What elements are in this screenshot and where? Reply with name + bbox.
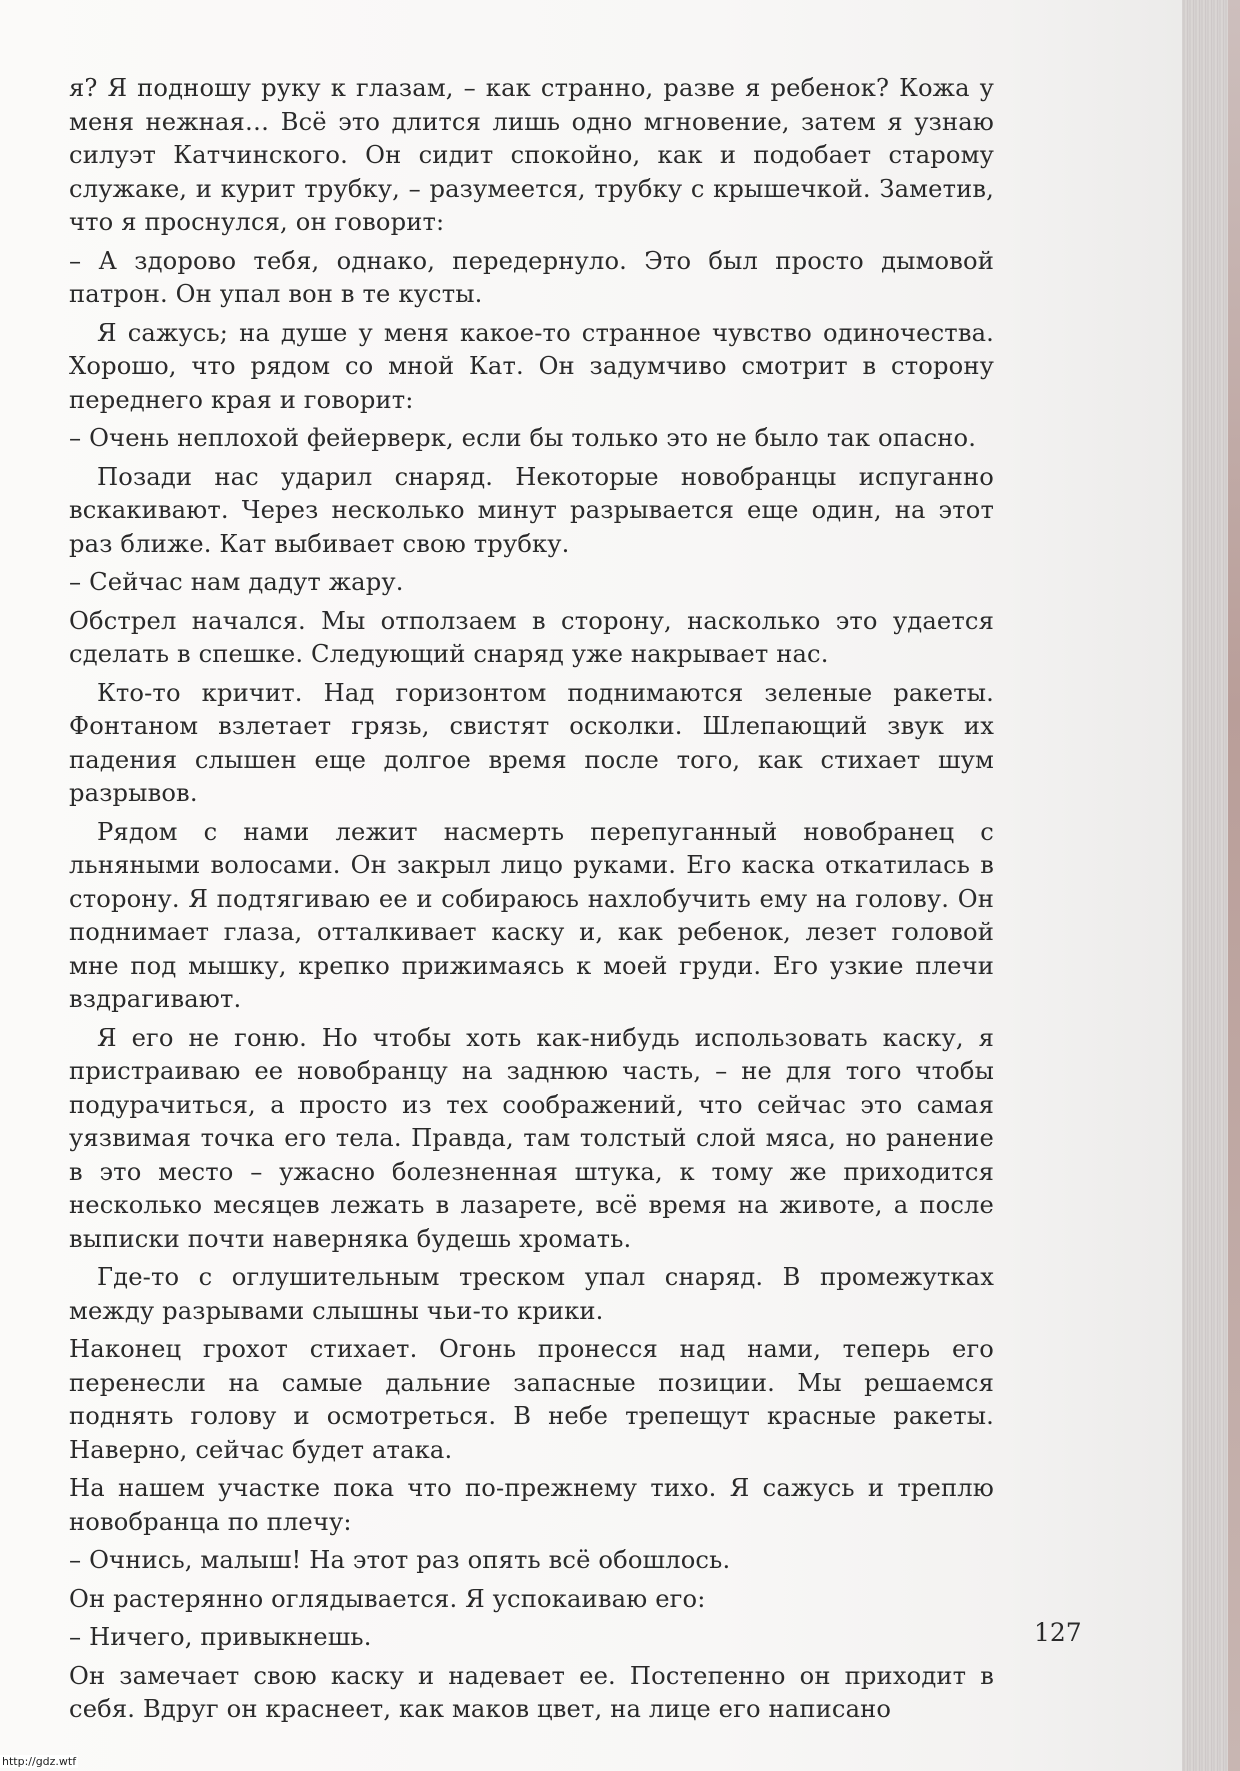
paragraph-11: Где-то с оглушительным треском упал снаряд. В промежутках между разрывами слышны чьи-то крики. xyxy=(69,1263,994,1325)
paragraph-14: – Очнись, малыш! На этот раз опять всё обошлось. xyxy=(69,1546,731,1574)
page-number: 127 xyxy=(1034,1618,1082,1647)
paragraph-4: – Очень неплохой фейерверк, если бы только это не было так опасно. xyxy=(69,424,977,452)
page-text xyxy=(69,72,994,1727)
paragraph-6: – Сейчас нам дадут жару. xyxy=(69,568,404,596)
paragraph-1: я? Я подношу руку к глазам, – как странно, разве я ребенок? Кожа у меня нежная… Всё это длится лишь одно мгновение, затем я узнаю силуэт Катчинского. Он сидит спокойно, как и подобает старому служаке, и курит трубку, – разумеется, трубку с крышечкой. Заметив, что я проснулся, он говорит: xyxy=(69,74,994,236)
paragraph-5: Позади нас ударил снаряд. Некоторые новобранцы испуганно вскакивают. Через несколько минут разрывается еще один, на этот раз ближе. Кат выбивает свою трубку. xyxy=(69,462,994,558)
paragraph-17: Он замечает свою каску и надевает ее. Постепенно он приходит в себя. Вдруг он краснеет, как маков цвет, на лице его написано xyxy=(69,1661,994,1723)
paragraph-15: Он растерянно оглядывается. Я успокаиваю его: xyxy=(69,1584,706,1613)
paragraph-12: Наконец грохот стихает. Огонь пронесся над нами, теперь его перенесли на самые дальние запасные позиции. Мы решаемся поднять голову и осмотреться. В небе трепещут красные ракеты. Наверно, сейчас будет атака. xyxy=(69,1335,994,1464)
paragraph-7: Обстрел начался. Мы отползаем в сторону, насколько это удается сделать в спешке. Следующий снаряд уже накрывает нас. xyxy=(69,606,994,668)
book-spine-edge xyxy=(1228,0,1240,1771)
paragraph-16: – Ничего, привыкнешь. xyxy=(69,1623,372,1651)
paragraph-8: Кто-то кричит. Над горизонтом поднимаются зеленые ракеты. Фонтаном взлетает грязь, свистят осколки. Шлепающий звук их падения слышен еще долгое время после того, как стихает шум разрывов. xyxy=(69,678,994,807)
paragraph-10: Я его не гоню. Но чтобы хоть как-нибудь использовать каску, я пристраиваю ее новобранцу на заднюю часть, – не для того чтобы подурачиться, а просто из тех соображений, что сейчас это самая уязвимая точка его тела. Правда, там толстый слой мяса, но ранение в это место – ужасно болезненная штука, к тому же приходится несколько месяцев лежать в лазарете, всё время на животе, а после выписки почти наверняка будешь хромать. xyxy=(69,1023,994,1253)
source-watermark-link[interactable]: http://gdz.wtf xyxy=(2,1755,77,1768)
paragraph-3: Я сажусь; на душе у меня какое-то странное чувство одиночества. Хорошо, что рядом со мной Кат. Он задумчиво смотрит в сторону переднего края и говорит: xyxy=(69,318,994,414)
paragraph-2: – А здорово тебя, однако, передернуло. Это был просто дымовой патрон. Он упал вон в те кусты. xyxy=(69,246,994,308)
paragraph-9: Рядом с нами лежит насмерть перепуганный новобранец с льняными волосами. Он закрыл лицо руками. Его каска откатилась в сторону. Я подтягиваю ее и собираюсь нахлобучить ему на голову. Он поднимает глаза, отталкивает каску и, как ребенок, лезет головой мне под мышку, крепко прижимаясь к моей груди. Его узкие плечи вздрагивают. xyxy=(69,817,994,1013)
paragraph-13: На нашем участке пока что по-прежнему тихо. Я сажусь и треплю новобранца по плечу: xyxy=(69,1474,994,1536)
